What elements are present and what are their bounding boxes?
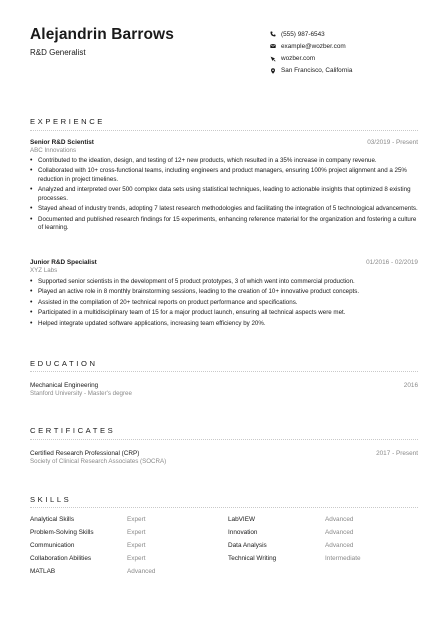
contact-phone	[268, 28, 438, 40]
skill-name: MATLAB	[30, 568, 56, 576]
phone-icon	[268, 31, 277, 37]
education-school: Stanford University - Master's degree	[30, 390, 132, 397]
certificate-name: Certified Research Professional (CRP)	[30, 450, 140, 457]
skill-name: Innovation	[228, 529, 258, 537]
contact-email	[268, 40, 438, 52]
contact-block	[268, 28, 438, 77]
candidate-role: R&D Generalist	[30, 48, 86, 57]
skill-name: Data Analysis	[228, 542, 267, 550]
location-icon	[268, 68, 277, 74]
certificate-dates: 2017 - Present	[376, 450, 418, 457]
job-bullets-1	[30, 157, 418, 235]
contact-location-text: San Francisco, California	[281, 67, 353, 75]
skill-name: Communication	[30, 542, 75, 550]
experience-divider	[30, 130, 418, 131]
skill-row	[30, 516, 418, 529]
job-bullet: • Documented and published research findings for 15 experiments, enhancing reference material for the organization and fostering a culture of learning.	[30, 216, 418, 233]
skill-row	[30, 555, 418, 568]
skill-level: Expert	[127, 542, 146, 550]
skill-name: Technical Writing	[228, 555, 277, 563]
certificates-divider	[30, 439, 418, 440]
job-company: XYZ Labs	[30, 267, 58, 274]
skill-row	[30, 568, 418, 581]
education-entry	[30, 382, 418, 397]
contact-website	[268, 53, 438, 65]
job-bullet: • Contributed to the ideation, design, and testing of 12+ new products, which resulted in a 35% increase in company revenue.	[30, 157, 418, 166]
skills-divider	[30, 507, 418, 508]
candidate-name: Alejandrin Barrows	[30, 26, 174, 43]
contact-location	[268, 65, 438, 77]
job-dates: 01/2016 - 02/2019	[366, 259, 418, 266]
skill-name: Analytical Skills	[30, 516, 75, 523]
contact-website-text: wozber.com	[281, 55, 316, 63]
job-bullet: • Supported senior scientists in the development of 5 product prototypes, 3 of which went into commercial production.	[30, 278, 418, 287]
skills-grid	[30, 516, 418, 581]
experience-heading: EXPERIENCE	[30, 117, 105, 126]
job-title: Senior R&D Scientist	[30, 139, 94, 146]
education-year: 2016	[403, 382, 418, 389]
job-bullet: • Helped integrate updated software applications, increasing team efficiency by 20%.	[30, 320, 418, 329]
job-bullet: • Collaborated with 10+ cross-functional teams, including engineers and product managers, ensuring 100% project alignment and a 25% reduction in project timelines.	[30, 167, 418, 184]
contact-phone-text: (555) 987-6543	[281, 30, 325, 38]
skill-level: Expert	[127, 516, 146, 523]
skill-name: Problem-Solving Skills	[30, 529, 94, 537]
job-bullet: • Participated in a multidisciplinary team of 15 for a major product launch, ensuring all technical aspects were met.	[30, 309, 418, 318]
skill-level: Expert	[127, 529, 146, 537]
education-heading: EDUCATION	[30, 359, 98, 368]
job-entry-2	[30, 259, 418, 274]
job-bullet: • Stayed ahead of industry trends, adopting 7 latest research methodologies and facilitating the integration of 5 technological advancements.	[30, 205, 418, 214]
job-bullets-2	[30, 278, 418, 330]
job-bullet: • Assisted in the compilation of 20+ technical reports on product performance and specifications.	[30, 299, 418, 308]
skill-level: Advanced	[325, 542, 354, 550]
job-title: Junior R&D Specialist	[30, 259, 97, 266]
certificate-issuer: Society of Clinical Research Associates (SOCRA)	[30, 458, 167, 465]
contact-email-text: example@wozber.com	[281, 42, 346, 50]
certificates-heading: CERTIFICATES	[30, 426, 116, 435]
website-icon	[268, 56, 277, 62]
skill-name: LabVIEW	[228, 516, 255, 523]
skill-row	[30, 542, 418, 555]
job-dates: 03/2019 - Present	[367, 139, 418, 146]
skill-row	[30, 529, 418, 542]
skill-name: Collaboration Abilities	[30, 555, 92, 563]
job-company: ABC Innovations	[30, 147, 77, 154]
skill-level: Advanced	[325, 529, 354, 537]
job-bullet: • Played an active role in 8 monthly brainstorming sessions, leading to the creation of 10+ innovative product concepts.	[30, 288, 418, 297]
skill-level: Advanced	[325, 516, 354, 523]
skill-level: Advanced	[127, 568, 156, 576]
email-icon	[268, 43, 277, 49]
job-bullet: • Analyzed and interpreted over 500 complex data sets using statistical techniques, leading to actionable insights that optimized 8 existing processes.	[30, 186, 418, 203]
skill-level: Expert	[127, 555, 146, 563]
skills-heading: SKILLS	[30, 495, 72, 504]
education-degree: Mechanical Engineering	[30, 382, 99, 389]
skill-level: Intermediate	[325, 555, 361, 563]
education-divider	[30, 371, 418, 372]
job-entry-1	[30, 139, 418, 154]
certificate-entry	[30, 450, 418, 465]
